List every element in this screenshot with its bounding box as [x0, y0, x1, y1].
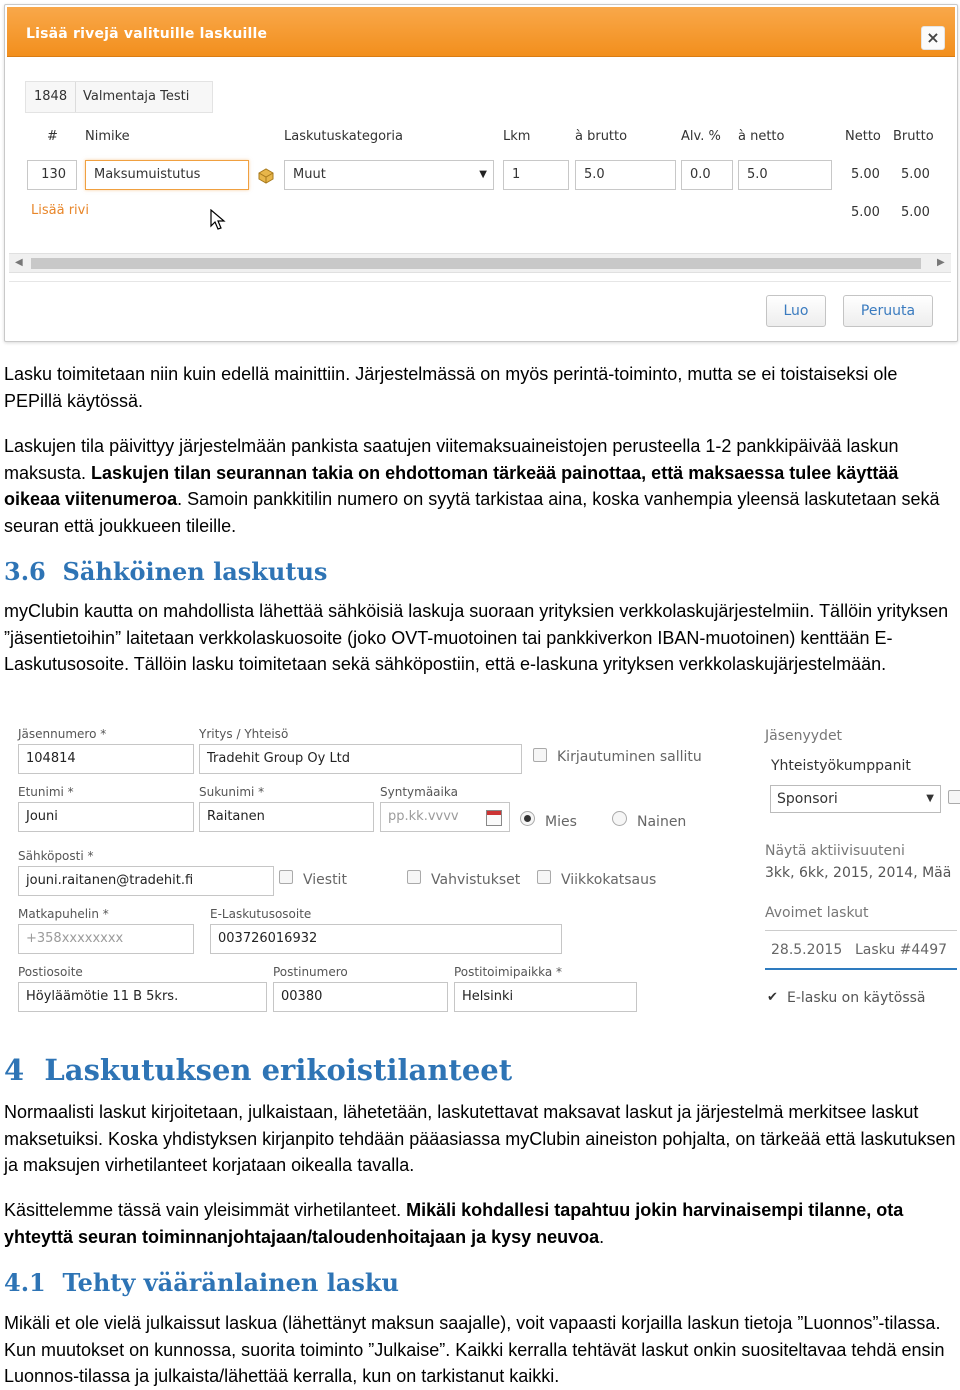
- gender-male-radio[interactable]: [520, 811, 535, 826]
- col-net: Netto: [845, 129, 881, 144]
- row-category-select[interactable]: [284, 160, 494, 190]
- col-unit-gross: à brutto: [575, 129, 628, 144]
- row-qty-input[interactable]: 1: [503, 160, 569, 190]
- scroll-right-icon[interactable]: ▶: [937, 257, 945, 268]
- invoices-top-divider: [765, 930, 957, 931]
- member-form: [0, 718, 960, 1018]
- row-vat-input[interactable]: 0.0: [681, 160, 733, 190]
- address-label: Postiosoite: [18, 965, 83, 979]
- birthdate-input[interactable]: pp.kk.vvvv: [380, 802, 510, 832]
- login-allowed-checkbox[interactable]: [533, 748, 547, 762]
- col-index: #: [47, 129, 58, 144]
- dialog-title: Lisää rivejä valituille laskuille: [26, 26, 268, 42]
- lastname-label: Sukunimi *: [199, 785, 265, 799]
- cancel-button[interactable]: Peruuta: [843, 295, 933, 327]
- member-no-label: Jäsennumero *: [18, 727, 107, 741]
- invoices-bottom-divider: [765, 968, 957, 970]
- gender-male-label: Mies: [545, 814, 577, 830]
- member-chip: [25, 81, 213, 113]
- scrollbar-thumb[interactable]: [31, 258, 921, 269]
- activity-label: Näytä aktiivisuuteni: [765, 843, 905, 859]
- gender-female-radio[interactable]: [612, 811, 627, 826]
- phone-label: Matkapuhelin *: [18, 907, 109, 921]
- lastname-input[interactable]: Raitanen: [199, 802, 374, 832]
- add-row-link[interactable]: Lisää rivi: [31, 203, 89, 218]
- company-input[interactable]: Tradehit Group Oy Ltd: [199, 744, 522, 774]
- calendar-icon[interactable]: [486, 810, 502, 826]
- row-net-value: 5.00: [851, 167, 880, 182]
- confirmations-label: Vahvistukset: [431, 872, 521, 888]
- row-index-input[interactable]: 130: [27, 160, 77, 190]
- close-icon[interactable]: ×: [921, 26, 945, 50]
- paragraph-2-bold: Laskujen tilan seurannan takia on ehdottoman tärkeää painottaa, että maksaessa tulee käyttää oikeaa viitenumeroa: [4, 462, 899, 509]
- paragraph-2-a: Laskujen tila päivittyy järjestelmään pankista saatujen viitemaksuaineistojen perusteella 1-2 pankkipäivää laskun maksusta.: [4, 436, 899, 483]
- paragraph-3: myClubin kautta on mahdollista lähettää sähköisiä laskuja suoraan yrityksien verkkolaskujärjestelmiin. Tällöin yrityksen ”jäsentietoihin” laitetaan verkkolaskuosoite (joko OVT-muotoinen tai pankkiverkon IBAN-muotoinen) kenttään E-Laskutusosoite. Tällöin lasku toimitetaan sekä sähköpostiin, että e-laskuna yrityksen verkkolaskujärjestelmään.: [4, 601, 949, 674]
- heading-4-number: 4: [4, 1053, 25, 1087]
- paragraph-5-c: .: [599, 1226, 605, 1247]
- phone-input[interactable]: +358xxxxxxxx: [18, 924, 194, 954]
- row-unit-net-input[interactable]: 5.0: [738, 160, 832, 190]
- member-no-input[interactable]: 104814: [18, 744, 194, 774]
- memberships-label: Jäsenyydet: [765, 728, 843, 744]
- scroll-left-icon[interactable]: ◀: [15, 257, 23, 268]
- email-label: Sähköposti *: [18, 849, 94, 863]
- city-input[interactable]: Helsinki: [454, 982, 637, 1012]
- paragraph-5: [4, 1197, 958, 1250]
- horizontal-scrollbar[interactable]: [9, 253, 951, 273]
- row-name-input[interactable]: Maksumuistutus: [85, 160, 249, 190]
- paragraph-2: [4, 433, 958, 539]
- activity-value: 3kk, 6kk, 2015, 2014, Mää: [765, 865, 952, 881]
- gender-female-label: Nainen: [637, 814, 687, 830]
- heading-4-1-number: 4.1: [4, 1268, 46, 1297]
- paragraph-5-a: Käsittelemme tässä vain yleisimmät virhetilanteet.: [4, 1200, 407, 1220]
- member-number: 1848: [34, 82, 76, 112]
- mouse-pointer-icon: [210, 209, 226, 231]
- heading-3-6-title: Sähköinen laskutus: [62, 557, 328, 586]
- dialog-header: [7, 7, 955, 57]
- birthdate-label: Syntymäaika: [380, 785, 458, 799]
- col-unit-net: à netto: [738, 129, 785, 144]
- membership-checkbox[interactable]: [948, 790, 960, 804]
- heading-4-title: Laskutuksen erikoistilanteet: [44, 1053, 513, 1087]
- firstname-input[interactable]: Jouni: [18, 802, 194, 832]
- chevron-down-icon: ▼: [479, 169, 487, 180]
- login-allowed-label: Kirjautuminen sallitu: [557, 749, 702, 765]
- col-gross: Brutto: [893, 129, 934, 144]
- add-rows-dialog: [4, 4, 958, 342]
- paragraph-6: Mikäli et ole vielä julkaissut laskua (lähettänyt maksun saajalle), voit vapaasti korjailla laskun tietoja ”Luonnos”-tilassa. Kun muutokset on kunnossa, suorita toiminto ”Julkaise”. Kaikki kerralla tehtävät laskut onkin suositeltavaa tehdä ensin Luonnos-tilassa ja julkaista/lähettää kerralla, kun on tarkistanut kaikki.: [4, 1313, 945, 1386]
- messages-label: Viestit: [303, 872, 347, 888]
- heading-3-6-number: 3.6: [4, 557, 46, 586]
- firstname-label: Etunimi *: [18, 785, 74, 799]
- heading-4-1: [4, 1268, 399, 1297]
- paragraph-1: Lasku toimitetaan niin kuin edellä mainittiin. Järjestelmässä on myös perintä-toiminto, mutta se ei toistaiseksi ole PEPillä käytössä.: [4, 364, 898, 411]
- row-gross-value: 5.00: [901, 167, 930, 182]
- paragraph-5-bold: Mikäli kohdallesi tapahtuu jokin harvinaisempi tilanne, ota yhteyttä seuran toiminnanjohtajaan/taloudenhoitajaan ja kysy neuvoa: [4, 1200, 904, 1247]
- city-label: Postitoimipaikka *: [454, 965, 563, 979]
- invoice-ref[interactable]: Lasku #4497: [855, 942, 948, 958]
- email-input[interactable]: jouni.raitanen@tradehit.fi: [18, 866, 274, 896]
- row-unit-gross-input[interactable]: 5.0: [575, 160, 676, 190]
- row-category-value: Muut: [293, 167, 326, 182]
- membership-role-select[interactable]: [770, 785, 941, 813]
- zip-input[interactable]: 00380: [273, 982, 448, 1012]
- einvoice-label: E-Laskutusosoite: [210, 907, 312, 921]
- total-net: 5.00: [851, 205, 880, 220]
- dialog-divider: [9, 281, 951, 282]
- messages-checkbox[interactable]: [279, 870, 293, 884]
- address-input[interactable]: Höyläämötie 11 B 5krs.: [18, 982, 267, 1012]
- heading-3-6: [4, 557, 327, 586]
- invoice-date[interactable]: 28.5.2015: [771, 942, 843, 958]
- heading-4: [4, 1053, 512, 1087]
- einvoice-enabled-label: E-lasku on käytössä: [787, 990, 926, 1006]
- total-gross: 5.00: [901, 205, 930, 220]
- member-name: Valmentaja Testi: [83, 89, 190, 104]
- paragraph-4: Normaalisti laskut kirjoitetaan, julkaistaan, lähetetään, laskutettavat maksavat laskut ja järjestelmä merkitsee laskut maksetuiksi. Koska yhdistyksen kirjanpito tehdään pääasiassa myClubin aineiston pohjalta, on tärkeää että laskutuksen ja maksujen virhetilanteet korjataan oikealla tavalla.: [4, 1102, 956, 1175]
- col-name: Nimike: [85, 129, 130, 144]
- product-picker-icon[interactable]: [257, 167, 275, 184]
- membership-name: Yhteistyökumppanit: [771, 758, 911, 774]
- confirmations-checkbox[interactable]: [407, 870, 421, 884]
- weekly-checkbox[interactable]: [537, 870, 551, 884]
- chevron-down-icon: ▼: [926, 793, 934, 804]
- open-invoices-label: Avoimet laskut: [765, 905, 869, 921]
- col-vat: Alv. %: [681, 129, 721, 144]
- create-button[interactable]: Luo: [766, 295, 826, 327]
- check-icon: ✔: [767, 990, 778, 1005]
- col-category: Laskutuskategoria: [284, 129, 403, 144]
- col-qty: Lkm: [503, 129, 531, 144]
- company-label: Yritys / Yhteisö: [199, 727, 289, 741]
- paragraph-2-c: . Samoin pankkitilin numero on syytä tarkistaa aina, koska vanhempia yleensä laskutetaan sekä seuran että joukkueen tileille.: [4, 489, 940, 536]
- einvoice-input[interactable]: 003726016932: [210, 924, 562, 954]
- membership-role-value: Sponsori: [777, 791, 838, 807]
- weekly-label: Viikkokatsaus: [561, 872, 657, 888]
- heading-4-1-title: Tehty vääränlainen lasku: [62, 1268, 399, 1297]
- zip-label: Postinumero: [273, 965, 348, 979]
